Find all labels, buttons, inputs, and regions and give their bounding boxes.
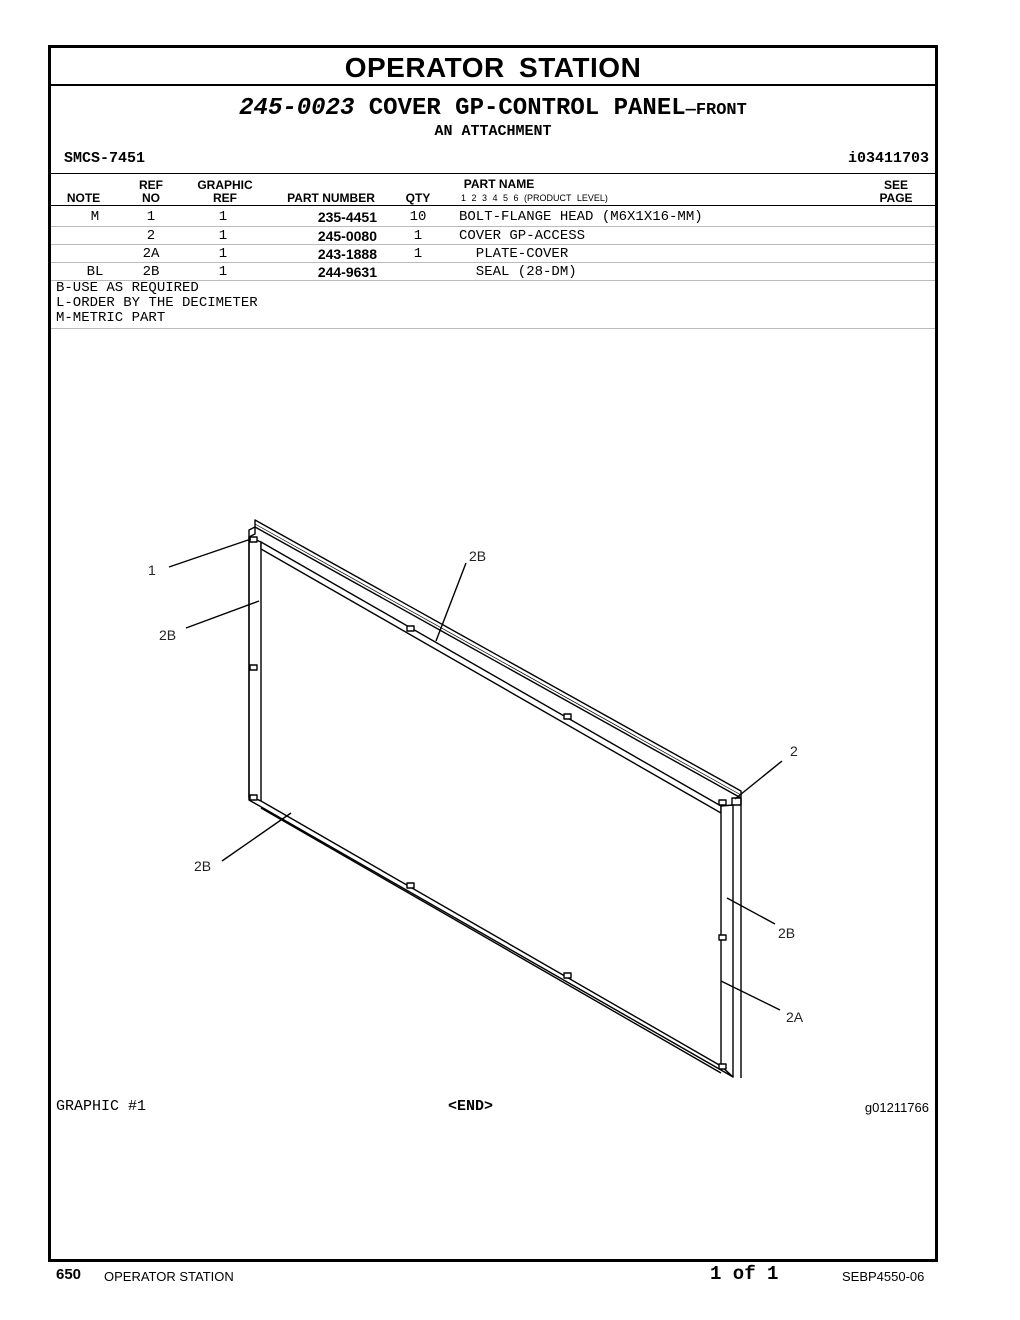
bolt-marker: [564, 973, 571, 978]
cell-part-number[interactable]: 245-0080: [317, 228, 377, 244]
cell-qty: 10: [409, 209, 427, 225]
flange-cap: [732, 798, 741, 805]
leader-2b-right: [727, 898, 775, 924]
assembly-name: COVER GP-CONTROL PANEL: [368, 95, 686, 122]
col-graphic-label: GRAPHIC: [197, 178, 253, 192]
cell-ref: 2: [146, 228, 156, 244]
callout-2b-right: 2B: [778, 925, 796, 941]
cell-graphic-ref: 1: [218, 246, 228, 262]
note-item: B-USE AS REQUIRED: [56, 280, 199, 296]
product-levels: 1 2 3 4 5 6 (PRODUCT LEVEL): [461, 193, 608, 203]
cell-graphic-ref: 1: [218, 228, 228, 244]
leader-1: [169, 539, 251, 567]
callout-2: 2: [790, 743, 798, 759]
col-page-label: PAGE: [879, 191, 913, 205]
col-qty: QTY: [405, 191, 431, 205]
bolt-marker: [407, 626, 414, 631]
cell-graphic-ref: 1: [218, 264, 228, 280]
note-item: M-METRIC PART: [56, 310, 166, 326]
assembly-suffix: —FRONT: [685, 101, 747, 120]
top-seal: [261, 542, 721, 813]
cell-part-number[interactable]: 244-9631: [317, 264, 377, 280]
bolt-marker: [719, 1064, 726, 1069]
bottom-seal: [249, 796, 733, 1077]
cell-qty: 1: [413, 246, 423, 262]
top-flange: [255, 520, 741, 798]
callout-2b-left: 2B: [159, 627, 177, 643]
col-part-name: PART NAME: [463, 177, 535, 191]
footer-page-number: 650: [56, 1266, 82, 1283]
graphic-number: GRAPHIC #1: [56, 1098, 147, 1115]
cell-part-name: PLATE-COVER: [459, 246, 569, 262]
parts-illustration: [51, 48, 935, 1259]
footer-page-of: 1 of 1: [710, 1263, 779, 1285]
leader-2b-left: [186, 601, 259, 628]
page-frame: [48, 45, 938, 1262]
cell-part-name: SEAL (28-DM): [459, 264, 577, 280]
col-ref-label: REF: [139, 178, 163, 192]
cell-ref: 1: [146, 209, 156, 225]
bolt-marker: [407, 883, 414, 888]
cell-graphic-ref: 1: [218, 209, 228, 225]
footer-section: OPERATOR STATION: [104, 1269, 234, 1284]
end-marker: <END>: [448, 1098, 494, 1115]
section-title: OPERATOR STATION: [51, 48, 935, 86]
bolt-marker: [719, 800, 726, 805]
callout-2b-bottom: 2B: [194, 858, 212, 874]
assembly-subtitle: AN ATTACHMENT: [434, 123, 552, 140]
callout-2a: 2A: [786, 1009, 804, 1025]
note-item: L-ORDER BY THE DECIMETER: [56, 295, 258, 311]
col-note: NOTE: [66, 191, 101, 205]
bottom-seal-edge: [261, 808, 721, 1073]
smcs-code: SMCS-7451: [64, 150, 146, 167]
cell-part-name: COVER GP-ACCESS: [459, 228, 586, 244]
cell-ref: 2A: [142, 246, 160, 262]
leader-2: [735, 761, 782, 799]
bolt-marker: [250, 665, 257, 670]
illustration-id: i03411703: [847, 150, 929, 167]
cell-part-number[interactable]: 243-1888: [317, 246, 377, 262]
cell-ref: 2B: [142, 264, 160, 280]
col-part-number: PART NUMBER: [287, 191, 375, 205]
footer-doc-number: SEBP4550-06: [842, 1269, 925, 1284]
flange-edge: [255, 524, 741, 795]
bolt-marker: [719, 935, 726, 940]
cell-qty: 1: [413, 228, 423, 244]
bolt-marker: [250, 795, 257, 800]
cell-part-name: BOLT-FLANGE HEAD (M6X1X16-MM): [459, 209, 703, 225]
callout-2b-top: 2B: [469, 548, 487, 564]
cell-part-number[interactable]: 235-4451: [317, 209, 377, 225]
assembly-part-number[interactable]: 245-0023: [239, 95, 355, 122]
right-seal: [721, 805, 733, 1077]
bolt-marker: [564, 714, 571, 719]
cell-note: BL: [86, 264, 104, 280]
leader-2b-bottom: [222, 813, 291, 861]
flange-cap: [249, 527, 255, 537]
col-see-label: SEE: [883, 178, 908, 192]
col-graphicref-label: REF: [213, 191, 237, 205]
cell-note: M: [90, 209, 100, 225]
graphic-id: g01211766: [864, 1100, 929, 1115]
col-no-label: NO: [142, 191, 160, 205]
callout-1: 1: [148, 562, 156, 578]
